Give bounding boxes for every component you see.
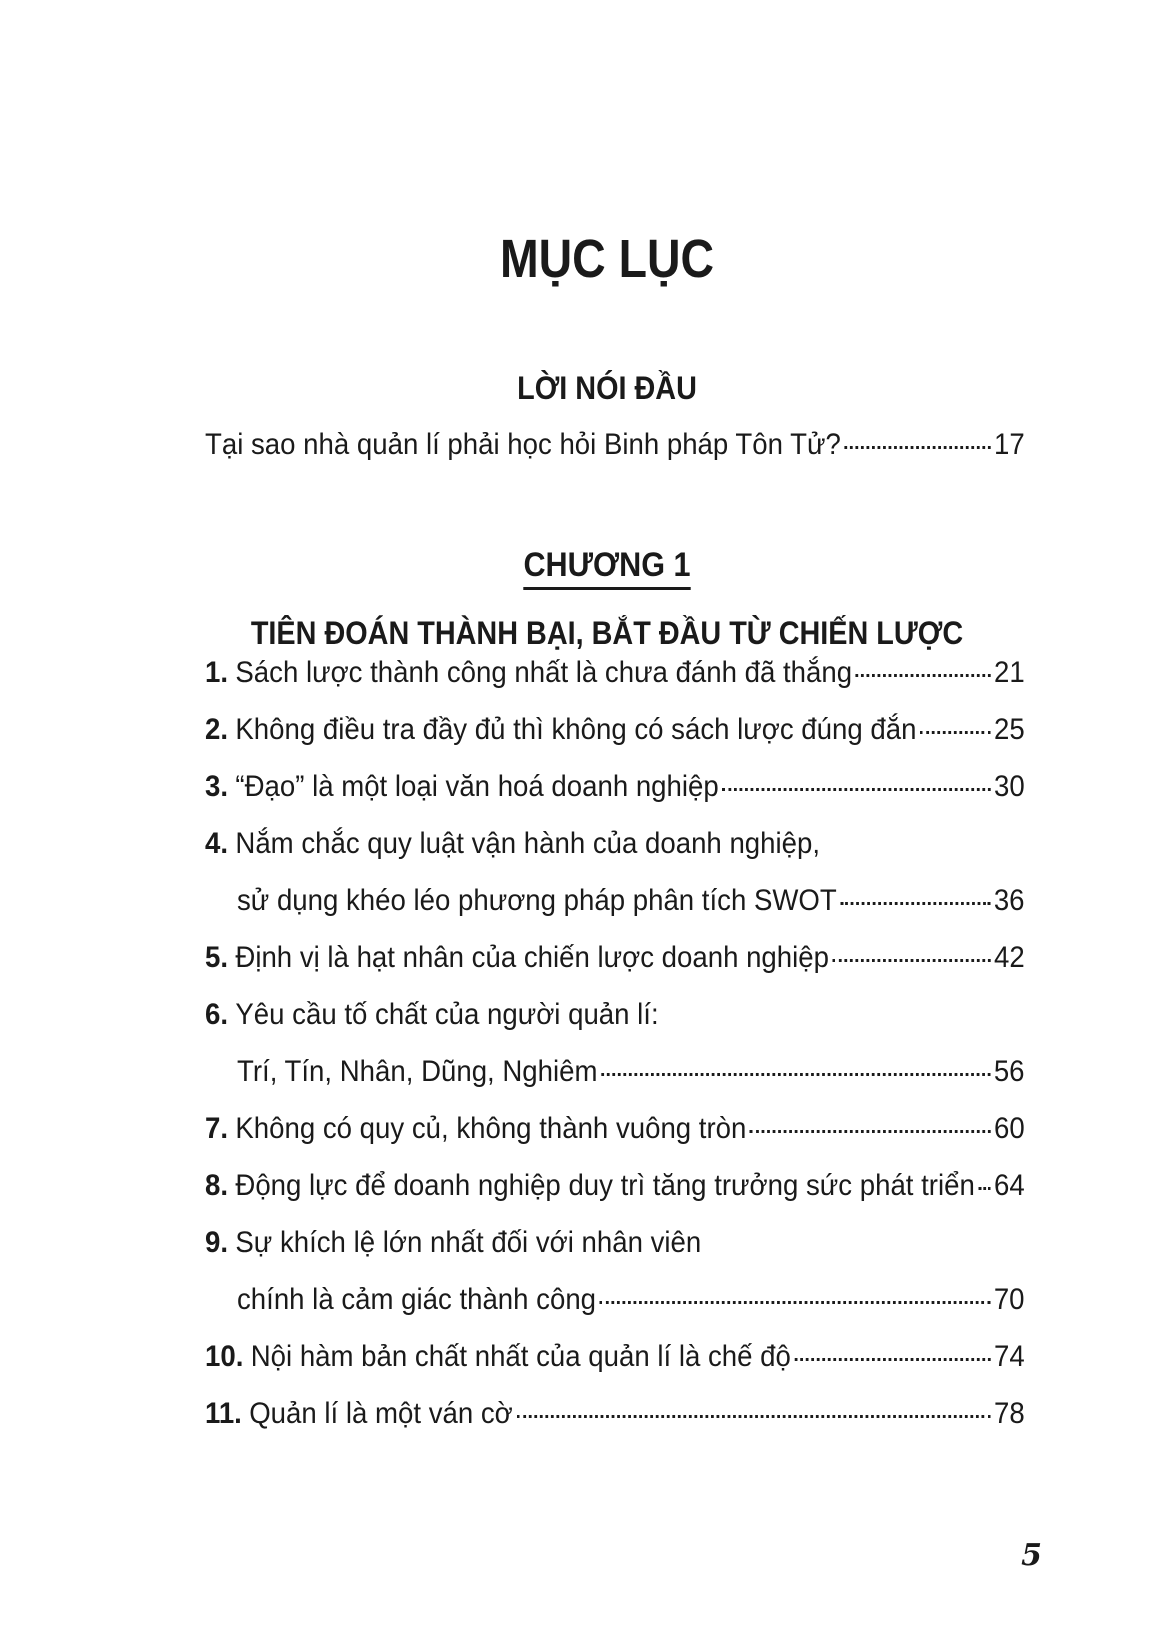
toc-entry-text: Không có quy củ, không thành vuông tròn — [235, 1112, 747, 1145]
dot-leader — [750, 1130, 990, 1133]
dot-leader — [856, 674, 991, 677]
toc-entry-4-continued[interactable] — [237, 884, 1025, 924]
page-title: MỤC LỤC — [499, 229, 715, 289]
toc-entry-page: 56 — [993, 1055, 1025, 1088]
toc-entry-text: Sự khích lệ lớn nhất đối với nhân viên — [235, 1226, 702, 1259]
toc-entry-text: Động lực để doanh nghiệp duy trì tăng trưởng sức phát triển — [235, 1169, 975, 1202]
toc-entry-text: Nắm chắc quy luật vận hành của doanh nghiệp, — [235, 827, 821, 860]
toc-entry-text: Không điều tra đầy đủ thì không có sách lược đúng đắn — [235, 713, 917, 746]
toc-entry-page: 64 — [994, 1169, 1025, 1202]
toc-entry-number: 8. — [205, 1169, 229, 1202]
toc-entry-number: 6. — [205, 998, 229, 1031]
toc-entry-text: Nội hàm bản chất nhất của quản lí là chế độ — [250, 1340, 791, 1373]
dot-leader — [600, 1301, 990, 1304]
dot-leader — [795, 1358, 991, 1361]
toc-entry-text: Tại sao nhà quản lí phải học hỏi Binh pháp Tôn Tử? — [205, 428, 841, 461]
toc-entry-text-continued: chính là cảm giác thành công — [237, 1283, 597, 1316]
toc-entry-number: 10. — [205, 1340, 244, 1373]
toc-entry-6-continued[interactable] — [237, 1055, 1025, 1095]
toc-entry-text-continued: Trí, Tín, Nhân, Dũng, Nghiêm — [237, 1055, 598, 1088]
toc-entry-9-continued[interactable] — [237, 1283, 1025, 1323]
toc-entry-3[interactable] — [205, 770, 1025, 810]
page-number: 5 — [1021, 1538, 1042, 1573]
dot-leader — [516, 1415, 990, 1418]
toc-entry-number: 4. — [205, 827, 229, 860]
toc-entry-text: Định vị là hạt nhân của chiến lược doanh nghiệp — [235, 941, 829, 974]
chapter-title: TIÊN ĐOÁN THÀNH BẠI, BẮT ĐẦU TỪ CHIẾN LƯỢC — [250, 615, 964, 651]
toc-entry-text: Quản lí là một ván cờ — [249, 1397, 513, 1430]
toc-entry-number: 9. — [205, 1226, 229, 1259]
dot-leader — [920, 731, 990, 734]
toc-entry-text: Sách lược thành công nhất là chưa đánh đã thắng — [235, 656, 853, 689]
toc-entry-text-continued: sử dụng khéo léo phương pháp phân tích SWOT — [237, 884, 837, 917]
toc-entry-1[interactable] — [205, 656, 1025, 696]
toc-entry-number: 3. — [205, 770, 229, 803]
toc-entry-number: 2. — [205, 713, 229, 746]
toc-entry-number: 11. — [205, 1397, 242, 1430]
toc-entry-page: 70 — [993, 1283, 1025, 1316]
toc-entry-page: 42 — [994, 941, 1025, 974]
toc-entry-page: 25 — [994, 713, 1025, 746]
dot-leader — [833, 959, 991, 962]
toc-entry-page: 36 — [993, 884, 1025, 917]
toc-entry-11[interactable] — [205, 1397, 1025, 1437]
toc-entry-text: Yêu cầu tố chất của người quản lí: — [235, 998, 659, 1031]
toc-entry-number: 7. — [205, 1112, 229, 1145]
toc-entry-7[interactable] — [205, 1112, 1025, 1152]
toc-entry-page: 17 — [994, 428, 1025, 461]
toc-entry-text: “Đạo” là một loại văn hoá doanh nghiệp — [235, 770, 719, 803]
dot-leader — [722, 788, 990, 791]
preface-heading: LỜI NÓI ĐẦU — [517, 370, 697, 406]
dot-leader — [601, 1073, 990, 1076]
toc-entry-page: 60 — [994, 1112, 1025, 1145]
toc-entry-5[interactable] — [205, 941, 1025, 981]
chapter-label — [61, 546, 1154, 585]
toc-entry-number: 1. — [205, 656, 229, 689]
toc-entry-page: 21 — [994, 656, 1025, 689]
toc-entry-9[interactable] — [205, 1226, 1025, 1266]
toc-entry-number: 5. — [205, 941, 229, 974]
toc-entry-page: 30 — [994, 770, 1025, 803]
toc-entry-page: 78 — [994, 1397, 1025, 1430]
dot-leader — [979, 1187, 991, 1190]
toc-entry-preface[interactable] — [205, 428, 1025, 468]
toc-entry-4[interactable] — [205, 827, 1025, 867]
toc-entry-10[interactable] — [205, 1340, 1025, 1380]
dot-leader — [845, 446, 991, 449]
toc-entry-page: 74 — [994, 1340, 1025, 1373]
toc-entry-8[interactable] — [205, 1169, 1025, 1209]
chapter-label-text: CHƯƠNG 1 — [523, 546, 690, 590]
toc-entry-2[interactable] — [205, 713, 1025, 753]
dot-leader — [840, 902, 990, 905]
toc-entry-6[interactable] — [205, 998, 1025, 1038]
